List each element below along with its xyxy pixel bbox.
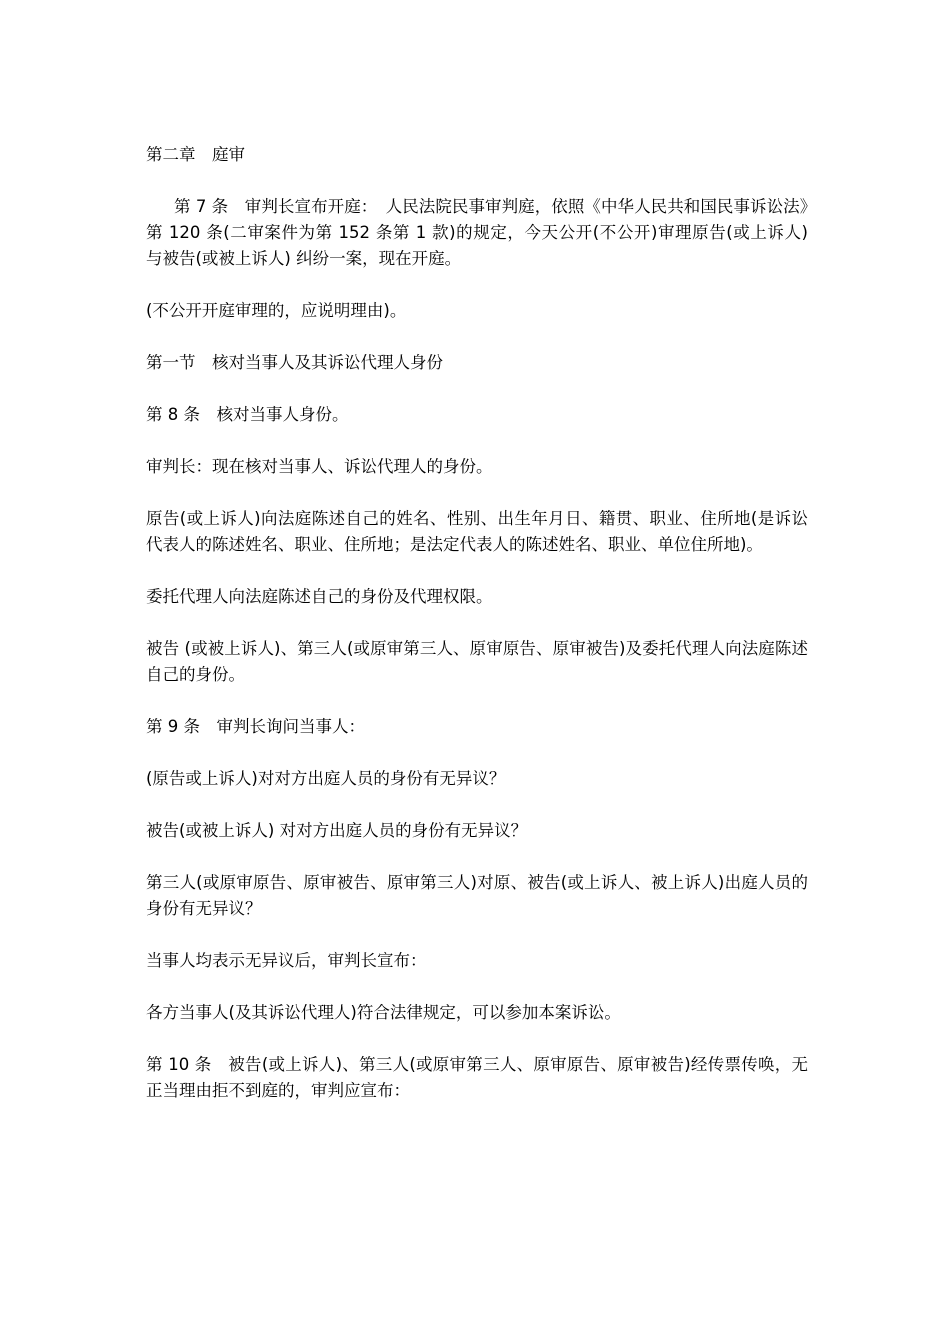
article-7-paragraph: 第 7 条 审判长宣布开庭： 人民法院民事审判庭，依照《中华人民共和国民事诉讼法》第 120 条(二审案件为第 152 条第 1 款)的规定，今天公开(不公开)审理原告(或上诉人) 与被告(或被上诉人) 纠纷一案，现在开庭。 [146, 197, 825, 268]
paragraph: 审判长：现在核对当事人、诉讼代理人的身份。 [146, 457, 493, 476]
article-10-paragraph: 第 10 条 被告(或上诉人)、第三人(或原审第三人、原审原告、原审被告)经传票传唤，无正当理由拒不到庭的，审判应宣布： [146, 1055, 808, 1100]
paragraph: (原告或上诉人)对对方出庭人员的身份有无异议？ [146, 769, 506, 788]
paragraph: 被告(或被上诉人) 对对方出庭人员的身份有无异议？ [146, 821, 528, 840]
paragraph: 各方当事人(及其诉讼代理人)符合法律规定，可以参加本案诉讼。 [146, 1003, 621, 1022]
chapter-title: 第二章 庭审 [146, 145, 245, 164]
article-8-heading: 第 8 条 核对当事人身份。 [146, 405, 349, 424]
paragraph: 第三人(或原审原告、原审被告、原审第三人)对原、被告(或上诉人、被上诉人)出庭人员的身份有无异议？ [146, 873, 808, 918]
paragraph: 被告 (或被上诉人)、第三人(或原审第三人、原审原告、原审被告)及委托代理人向法庭陈述自己的身份。 [146, 639, 808, 684]
document-page [146, 142, 825, 1130]
article-9-heading: 第 9 条 审判长询问当事人： [146, 717, 365, 736]
paragraph: 委托代理人向法庭陈述自己的身份及代理权限。 [146, 587, 493, 606]
paragraph: 当事人均表示无异议后，审判长宣布： [146, 951, 427, 970]
section-title: 第一节 核对当事人及其诉讼代理人身份 [146, 353, 443, 372]
paragraph: 原告(或上诉人)向法庭陈述自己的姓名、性别、出生年月日、籍贯、职业、住所地(是诉讼代表人的陈述姓名、职业、住所地；是法定代表人的陈述姓名、职业、单位住所地)。 [146, 509, 808, 554]
paragraph: (不公开开庭审理的，应说明理由)。 [146, 301, 407, 320]
